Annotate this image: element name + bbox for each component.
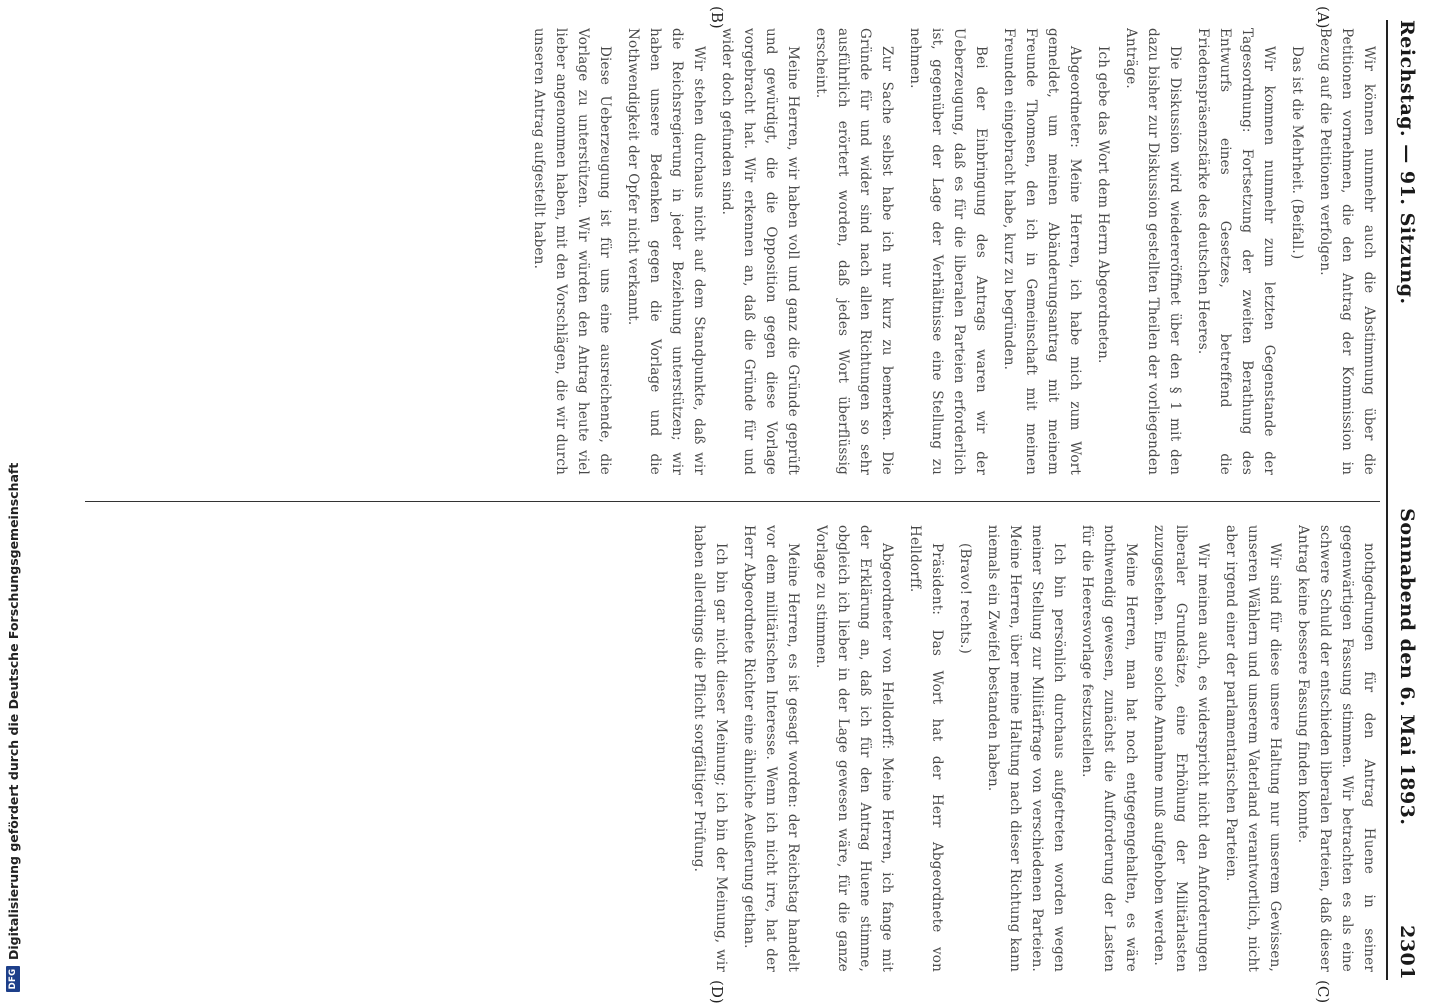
margin-letter-a: (A) [1314, 6, 1332, 29]
digitization-credit [0, 0, 26, 1000]
header-left-text: Reichstag. — 91. Sitzung. [1396, 20, 1418, 305]
margin-letter-c: (C) [1314, 980, 1332, 1004]
page-number: 2301 [1396, 925, 1418, 980]
right-column-text: nothgedrungen für den Antrag Huene in seiner gegenwärtigen Fassung stimmen. Wir betrachten es als eine schwere Schuld der entschieden liberalen Parteien, daß dieser Antrag keine bessere Fassung finden konnte. Wir sind für diese unsere Haltung nur unserem Gewissen, unseren Wählern und unserem Vaterland verantwortlich, nicht aber irgend einer der parlamentarischen Parteien. Wir meinen auch, es widerspricht nicht den Anforderungen liberaler Grundsätze, eine Erhöhung der Militärlasten zuzugestehen. Eine solche Annahme muß aufgehoben werden. Meine Herren, man hat noch entgegengehalten, es wäre nothwendig gewesen, zunächst die Aufforderung der Lasten für die Heeresvorlage festzustellen. Ich bin persönlich durchaus aufgetreten worden wegen meiner Stellung zur Militärfrage von verschiedenen Parteien. Meine Herren, über meine Haltung nach dieser Richtung kann niemals ein Zweifel bestanden haben. (Bravo! rechts.) Präsident: Das Wort hat der Herr Abgeordnete von Helldorff. Abgeordneter von Helldorff: Meine Herren, ich fange mit der Erklärung an, daß ich für den Antrag Huene stimme, obgleich ich lieber in der Lage gewesen wäre, für die ganze Vorlage zu stimmen. Meine Herren, es ist gesagt worden: der Reichstag handelt vor dem militärischen Interesse. Wenn ich nicht irre, hat der Herr Abgeordnete Richter eine ähnliche Aeußerung gethan. Ich bin gar nicht dieser Meinung; ich bin der Meinung, wir haben allerdings die Pflicht sorgfältiger Prüfung. [691, 525, 1377, 972]
column-divider [85, 501, 1380, 502]
header-rule [1386, 20, 1388, 980]
scanned-page [72, 0, 1432, 1004]
page-header [1390, 20, 1424, 980]
left-column-text: Wir können nunmehr auch die Abstimmung über die Petitionen vornehmen, die den Antrag der Kommission in Bezug auf die Petitionen verfolgen. Das ist die Mehrheit. (Beifall.) Wir kommen nunmehr zum letzten Gegenstande der Tagesordnung: Fortsetzung der zweiten Berathung des Entwurfs eines Gesetzes, betreffend die Friedenspräsenzstärke des deutschen Heeres. Die Diskussion wird wiedereröffnet über den § 1 mit den dazu bisher zur Diskussion gestellten Theilen der vorliegenden Anträge. Ich gebe das Wort dem Herrn Abgeordneten. Abgeordneter: Meine Herren, ich habe mich zum Wort gemeldet, um meinen Abänderungsantrag mit meinem Freunde Thomsen, den ich in Gemeinschaft mit meinen Freunden eingebracht habe, kurz zu begründen. Bei der Einbringung des Antrags waren wir der Ueberzeugung, daß es für die liberalen Parteien erforderlich ist, gegenüber der Lage der Verhältnisse eine Stellung zu nehmen. Zur Sache selbst habe ich nur kurz zu bemerken. Die Gründe für und wider sind nach allen Richtungen so sehr ausführlich erörtert worden, daß jedes Wort überflüssig erscheint. Meine Herren, wir haben voll und ganz die Gründe geprüft und gewürdigt, die die Opposition gegen diese Vorlage vorgebracht hat. Wir erkennen an, daß die Gründe für und wider doch gefunden sind. Wir stehen durchaus nicht auf dem Standpunkte, daß wir die Reichsregierung in jeder Beziehung unterstützen; wir haben unsere Bedenken gegen die Vorlage und die Nothwendigkeit der Opfer nicht verkannt. Diese Ueberzeugung ist für uns eine ausreichende, die Vorlage zu unterstützen. Wir würden den Antrag heute viel lieber angenommen haben, mit den Vorschlägen, die wir durch unseren Antrag aufgestellt haben. [531, 28, 1377, 475]
margin-letter-d: (D) [708, 980, 726, 1004]
dfg-logo: DFG [6, 966, 20, 992]
header-date: Sonnabend den 6. Mai 1893. [1396, 508, 1418, 826]
header-right [1396, 508, 1418, 980]
footer-strip [0, 0, 26, 1000]
margin-letter-b: (B) [708, 6, 726, 29]
digitization-credit-text: Digitalisierung gefördert durch die Deutsche Forschungsgemeinschaft [5, 462, 21, 960]
